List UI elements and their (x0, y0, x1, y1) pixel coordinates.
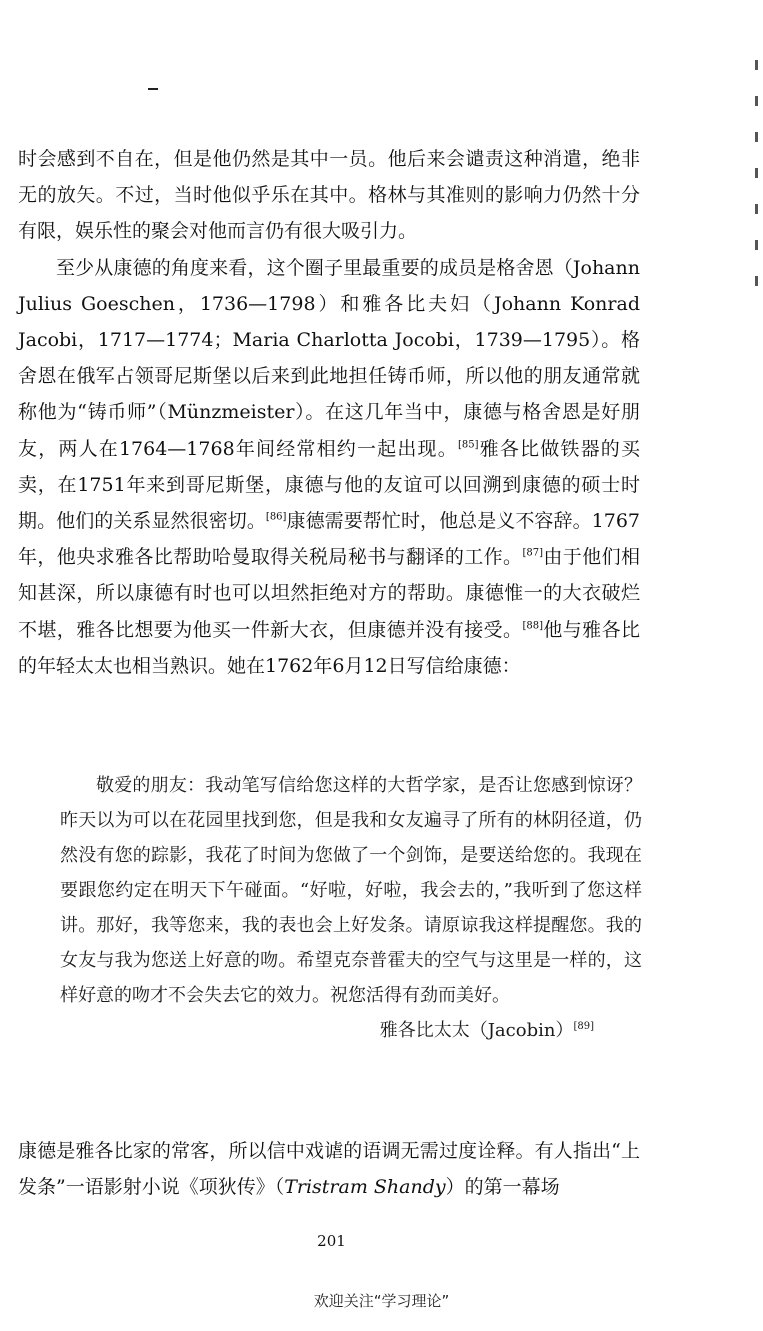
paragraph-3-part-a: 康德是雅各比家的常客，所以信中戏谑的语调无需过度诠释。有人指出“上发条”一语影射小说《项狄传》（ (18, 1140, 640, 1198)
paragraph-2-part-d: 由于他们相知甚深，所以康德有时也可以坦然拒绝对方的帮助。康德惟一的大衣破烂不堪，雅各比想要为他买一件新大衣，但康德并没有接受。 (18, 546, 640, 641)
footnote-ref-88[interactable]: [88] (522, 620, 543, 632)
paragraph-3 (18, 1133, 640, 1205)
paragraph-2-part-e: 他与雅各比的年轻太太也相当熟识。她在1762年6月12日写信给康德： (18, 618, 640, 677)
continuation-text (18, 1133, 640, 1205)
scan-edge-marks (755, 60, 761, 312)
footnote-ref-85[interactable]: [85] (457, 439, 479, 451)
footnote-ref-87[interactable]: [87] (522, 547, 543, 559)
quoted-letter (60, 768, 642, 1048)
paragraph-2-part-c: 康德需要帮忙时，他总是义不容辞。1767年，他央求雅各比帮助哈曼取得关税局秘书与翻译的工作。 (18, 510, 640, 569)
paragraph-2-part-b: 雅各比做铁器的买卖，在1751年来到哥尼斯堡，康德与他的友谊可以回溯到康德的硕士时期。他们的关系显然很密切。 (18, 437, 640, 533)
page-number: 201 (317, 1232, 346, 1250)
paragraph-1: 时会感到不自在，但是他仍然是其中一员。他后来会谴责这种消遣，绝非无的放矢。不过，当时他似乎乐在其中。格林与其准则的影响力仍然十分有限，娱乐性的聚会对他而言仍有很大吸引力。 (18, 148, 640, 243)
paragraph-2 (18, 250, 640, 684)
letter-signature: 雅各比太太（Jacobin） (379, 1020, 574, 1041)
footnote-ref-89[interactable]: [89] (573, 1021, 594, 1032)
main-text (18, 141, 640, 684)
book-title: Tristram Shandy (284, 1176, 446, 1198)
letter-signature-line (60, 1013, 642, 1048)
footer-note: 欢迎关注“学习理论” (313, 1292, 450, 1310)
letter-body: 敬爱的朋友：我动笔写信给您这样的大哲学家，是否让您感到惊讶？昨天以为可以在花园里找到您，但是我和女友遍寻了所有的林阴径道，仍然没有您的踪影，我花了时间为您做了一个剑饰，是要送给您的。我现在要跟您约定在明天下午碰面。“好啦，好啦，我会去的，”我听到了您这样讲。那好，我等您来，我的表也会上好发条。请原谅我这样提醒您。我的女友与我为您送上好意的吻。希望克奈普霍夫的空气与这里是一样的，这样好意的吻才不会失去它的效力。祝您活得有劲而美好。 (60, 775, 642, 1006)
footnote-ref-86[interactable]: [86] (265, 511, 287, 523)
paragraph-2-part-a: 至少从康德的角度来看，这个圈子里最重要的成员是格舍恩（Johann Julius Goeschen，1736—1798）和雅各比夫妇（Johann Konrad Jacobi，1717—1774；Maria Charlotta Jocobi，1739—1795）。格舍恩在俄军占领哥尼斯堡以后来到此地担任铸币师，所以他的朋友通常就称他为“铸币师”（Münzmeister）。在这几年当中，康德与格舍恩是好朋友，两人在1764—1768年间经常相约一起出现。 (18, 256, 640, 460)
scan-mark (148, 88, 158, 90)
paragraph-3-part-b: ）的第一幕场 (445, 1176, 560, 1198)
